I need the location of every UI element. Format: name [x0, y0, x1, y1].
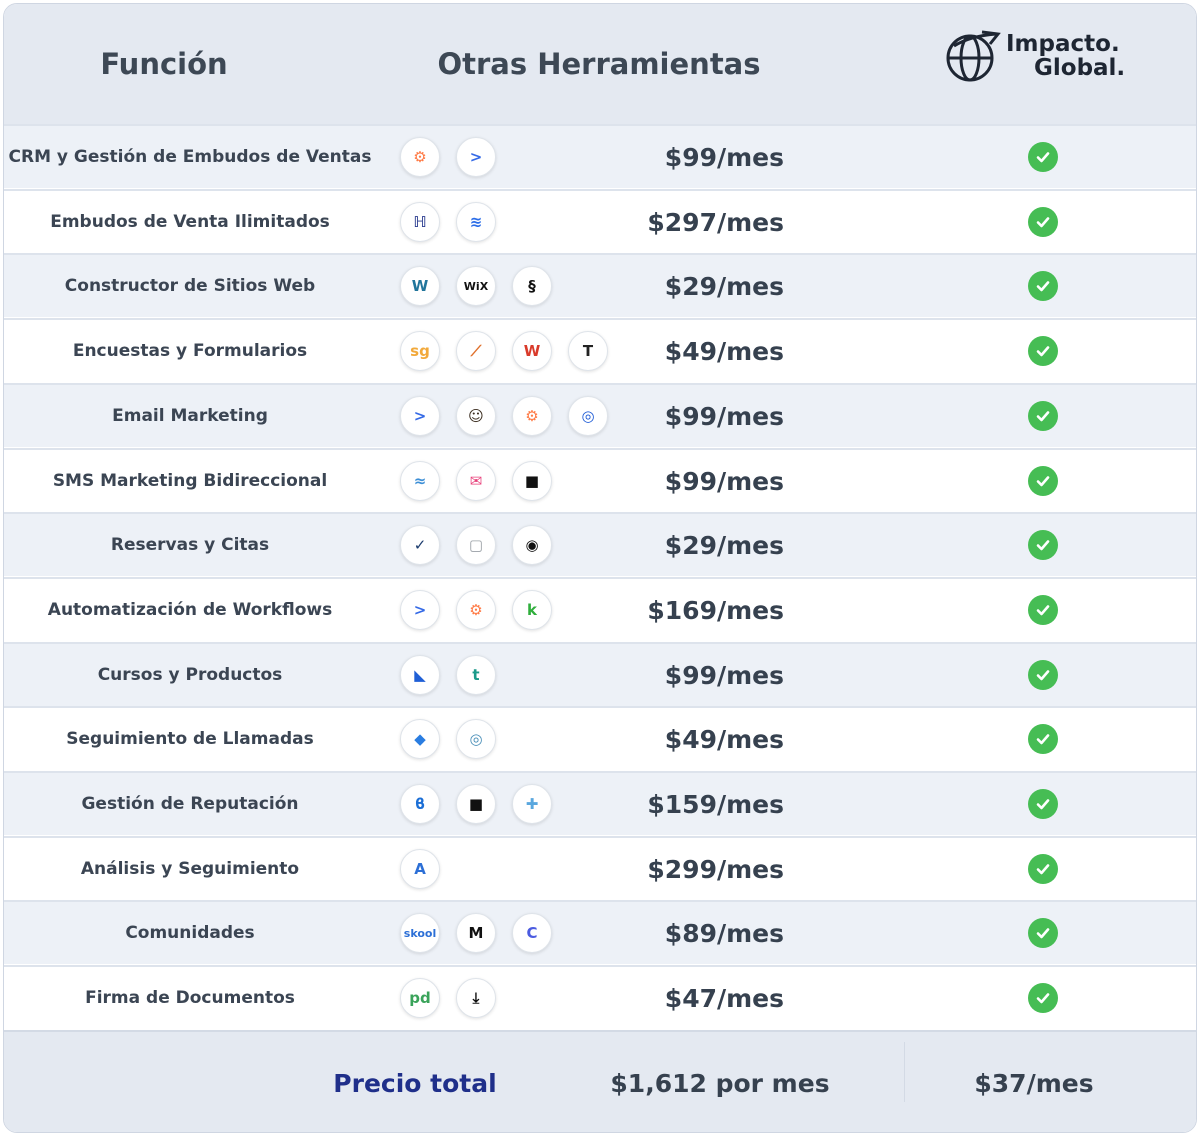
tool-icons — [400, 902, 552, 964]
included-check-icon — [1028, 724, 1058, 754]
tool-icons — [400, 773, 552, 835]
included-check-icon — [1028, 983, 1058, 1013]
activecampaign-icon: > — [400, 396, 440, 436]
tool-icons — [400, 450, 552, 512]
table-row — [4, 771, 1196, 835]
tool-icons — [400, 514, 552, 576]
brand-wordmark — [1006, 32, 1125, 80]
mighty-networks-icon: M — [456, 913, 496, 953]
squarespace-icon: § — [512, 266, 552, 306]
included-check-icon — [1028, 401, 1058, 431]
surveygizmo-icon: sg — [400, 331, 440, 371]
tool-price: $297/mes — [647, 207, 784, 237]
podium-icon: ■ — [512, 461, 552, 501]
tool-icons — [400, 579, 552, 641]
tool-price: $49/mes — [664, 724, 784, 754]
feature-name: Embudos de Venta Ilimitados — [50, 212, 330, 232]
table-row — [4, 706, 1196, 770]
table-row — [4, 577, 1196, 641]
wordpress-icon: W — [400, 266, 440, 306]
calendar-icon: ▢ — [456, 525, 496, 565]
acuity-icon: ◉ — [512, 525, 552, 565]
brand-line-1: Impacto. — [1006, 31, 1120, 57]
table-row — [4, 448, 1196, 512]
feature-name: Gestión de Reputación — [81, 794, 299, 814]
feature-name: Email Marketing — [112, 406, 268, 426]
constant-contact-icon: ◎ — [568, 396, 608, 436]
table-row — [4, 642, 1196, 706]
feature-name: Constructor de Sitios Web — [64, 276, 316, 296]
tool-price: $99/mes — [664, 660, 784, 690]
included-check-icon — [1028, 918, 1058, 948]
comparison-table — [3, 3, 1197, 1133]
hubspot-icon: ⚙ — [456, 590, 496, 630]
other-tools-total: $1,612 por mes — [610, 1068, 830, 1098]
table-row — [4, 318, 1196, 382]
feature-name: Automatización de Workflows — [47, 600, 333, 620]
hubspot-icon: ⚙ — [512, 396, 552, 436]
mailchimp-icon: ☺ — [456, 396, 496, 436]
feature-name: SMS Marketing Bidireccional — [52, 471, 328, 491]
table-row — [4, 189, 1196, 253]
feature-name: Comunidades — [125, 923, 255, 943]
feature-name: Firma de Documentos — [85, 988, 295, 1008]
tool-icons — [400, 708, 496, 770]
table-row — [4, 253, 1196, 317]
tool-icons — [400, 191, 496, 253]
tool-price: $99/mes — [664, 401, 784, 431]
check-circle-icon: ✓ — [400, 525, 440, 565]
tool-price: $299/mes — [647, 854, 784, 884]
wufoo-icon: W — [512, 331, 552, 371]
feature-name: Reservas y Citas — [110, 535, 270, 555]
feature-name: Encuestas y Formularios — [72, 341, 308, 361]
feature-name: Cursos y Productos — [97, 665, 283, 685]
included-check-icon — [1028, 854, 1058, 884]
included-check-icon — [1028, 207, 1058, 237]
tool-price: $99/mes — [664, 466, 784, 496]
tool-price: $29/mes — [664, 271, 784, 301]
brand-logo — [942, 26, 1142, 90]
included-check-icon — [1028, 789, 1058, 819]
table-row — [4, 124, 1196, 188]
tool-price: $89/mes — [664, 918, 784, 948]
table-footer — [4, 1030, 1196, 1133]
globe-icon — [942, 26, 1002, 86]
included-check-icon — [1028, 142, 1058, 172]
feature-name: CRM y Gestión de Embudos de Ventas — [8, 147, 372, 167]
hubspot-icon: ⚙ — [400, 137, 440, 177]
podium-icon: ■ — [456, 784, 496, 824]
tool-icons — [400, 967, 496, 1029]
footer-divider — [904, 1042, 905, 1102]
activecampaign-icon: > — [400, 590, 440, 630]
kajabi-icon: ◣ — [400, 655, 440, 695]
keap-icon: k — [512, 590, 552, 630]
feature-column-header: Función — [100, 47, 228, 81]
analytics-icon: A — [400, 849, 440, 889]
feature-name: Análisis y Seguimiento — [80, 859, 300, 879]
included-check-icon — [1028, 530, 1058, 560]
tool-icons — [400, 644, 496, 706]
table-row — [4, 836, 1196, 900]
tool-price: $47/mes — [664, 983, 784, 1013]
table-row — [4, 900, 1196, 964]
included-check-icon — [1028, 466, 1058, 496]
tool-price: $29/mes — [664, 530, 784, 560]
wix-icon: WiX — [456, 266, 496, 306]
callrail-icon: ◆ — [400, 719, 440, 759]
tool-price: $159/mes — [647, 789, 784, 819]
tool-price: $169/mes — [647, 595, 784, 625]
clickfunnels-icon: ℍ — [400, 202, 440, 242]
tool-price: $49/mes — [664, 336, 784, 366]
chevrons-up-icon: ≈ — [400, 461, 440, 501]
included-check-icon — [1028, 660, 1058, 690]
circle-community-icon: C — [512, 913, 552, 953]
feature-name: Seguimiento de Llamadas — [66, 729, 314, 749]
paper-form-icon: ⟋ — [456, 331, 496, 371]
included-check-icon — [1028, 336, 1058, 366]
skool-icon: skool — [400, 913, 440, 953]
tool-icons — [400, 126, 496, 188]
tool-icons — [400, 838, 440, 900]
table-header — [4, 4, 1196, 124]
birdeye-icon: ϐ — [400, 784, 440, 824]
typeform-icon: T — [568, 331, 608, 371]
table-row — [4, 383, 1196, 447]
table-row — [4, 512, 1196, 576]
layers-icon: ≋ — [456, 202, 496, 242]
tool-price: $99/mes — [664, 142, 784, 172]
other-tools-column-header: Otras Herramientas — [437, 47, 761, 81]
puzzle-icon: ✚ — [512, 784, 552, 824]
envelope-icon: ✉ — [456, 461, 496, 501]
included-check-icon — [1028, 271, 1058, 301]
brand-line-2: Global. — [1034, 55, 1126, 81]
tool-icons — [400, 255, 552, 317]
included-check-icon — [1028, 595, 1058, 625]
signal-icon: ◎ — [456, 719, 496, 759]
teachable-icon: t — [456, 655, 496, 695]
total-price-label: Precio total — [333, 1068, 497, 1098]
activecampaign-icon: > — [456, 137, 496, 177]
table-row — [4, 965, 1196, 1029]
pandadoc-icon: pd — [400, 978, 440, 1018]
our-price: $37/mes — [974, 1068, 1094, 1098]
download-icon: ⤓ — [456, 978, 496, 1018]
